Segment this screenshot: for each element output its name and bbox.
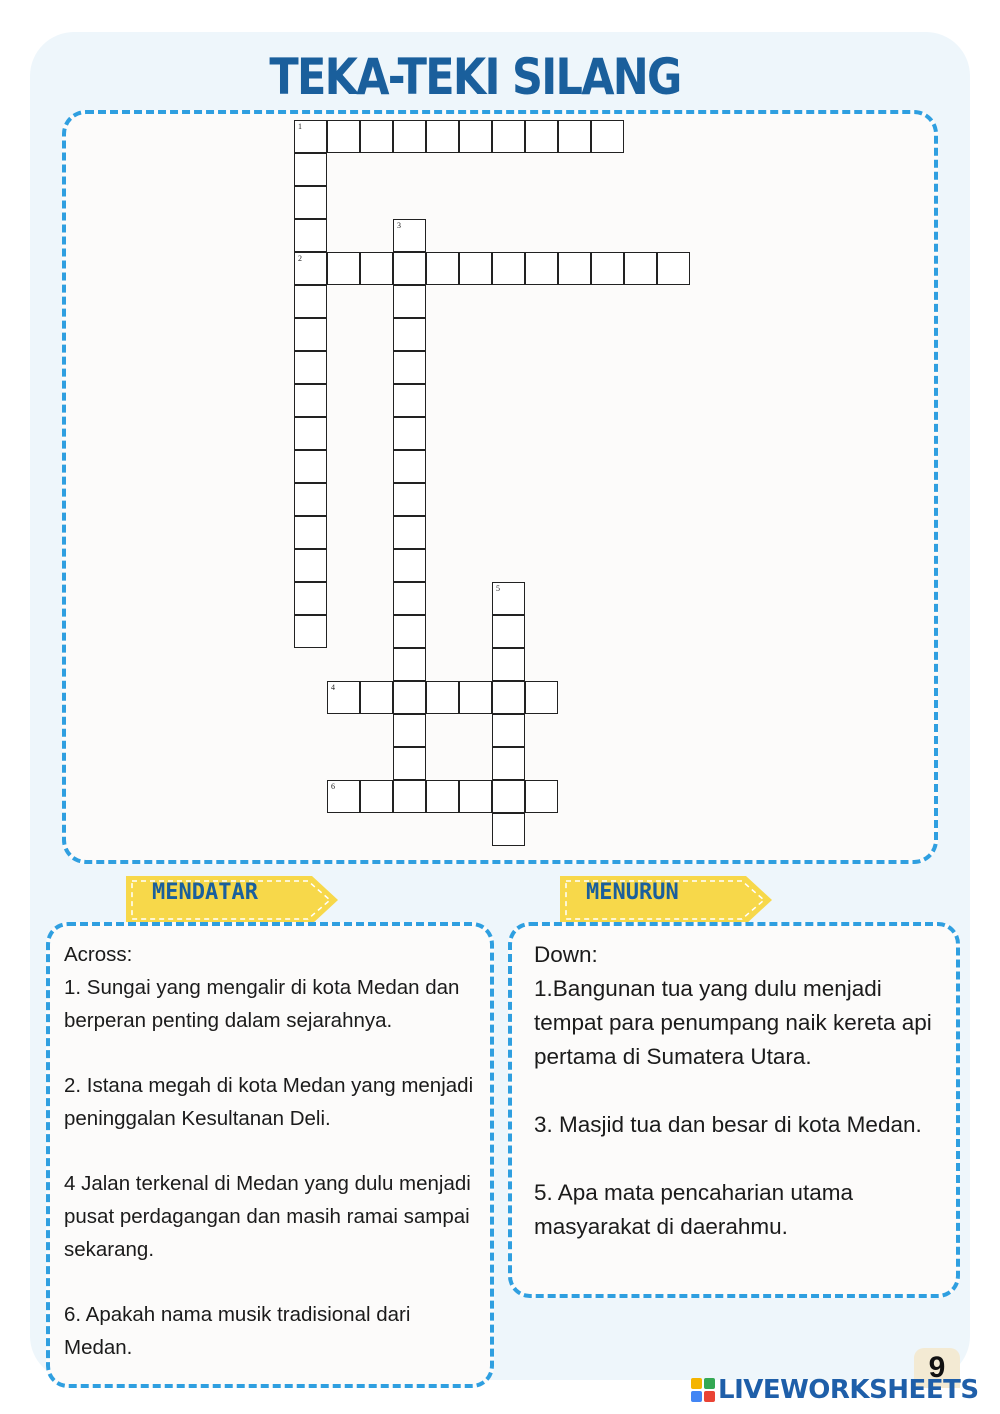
crossword-cell[interactable] xyxy=(393,417,426,450)
crossword-cell[interactable] xyxy=(393,351,426,384)
crossword-cell[interactable] xyxy=(294,384,327,417)
down-clue-1: 1.Bangunan tua yang dulu menjadi tempat para penumpang naik kereta api pertama di Sumatera Utara. xyxy=(534,976,932,1069)
across-clue-2: 2. Istana megah di kota Medan yang menjadi peninggalan Kesultanan Deli. xyxy=(64,1074,474,1130)
crossword-cell[interactable] xyxy=(393,450,426,483)
crossword-cell[interactable] xyxy=(459,252,492,285)
crossword-cell[interactable] xyxy=(327,120,360,153)
across-section-label: MENDATAR xyxy=(152,880,258,905)
crossword-cell[interactable] xyxy=(360,120,393,153)
crossword-cell[interactable] xyxy=(393,648,426,681)
crossword-cell[interactable] xyxy=(294,516,327,549)
crossword-cell[interactable] xyxy=(393,318,426,351)
crossword-cell[interactable] xyxy=(294,120,327,153)
crossword-cell[interactable] xyxy=(360,252,393,285)
crossword-cell[interactable] xyxy=(492,120,525,153)
crossword-cell[interactable] xyxy=(360,780,393,813)
crossword-grid xyxy=(66,114,934,860)
crossword-cell[interactable] xyxy=(393,120,426,153)
crossword-cell[interactable] xyxy=(294,285,327,318)
crossword-cell[interactable] xyxy=(426,780,459,813)
across-clues-box xyxy=(46,922,494,1388)
across-clue-4: 4 Jalan terkenal di Medan yang dulu menjadi pusat perdagangan dan masih ramai sampai sekarang. xyxy=(64,1172,471,1261)
crossword-cell[interactable] xyxy=(393,252,426,285)
clue-number: 5 xyxy=(496,584,500,593)
across-clue-1: 1. Sungai yang mengalir di kota Medan dan berperan penting dalam sejarahnya. xyxy=(64,976,460,1032)
crossword-cell[interactable] xyxy=(393,384,426,417)
crossword-cell[interactable] xyxy=(393,516,426,549)
crossword-cell[interactable] xyxy=(294,450,327,483)
crossword-cell[interactable] xyxy=(525,681,558,714)
down-clues-box xyxy=(508,922,960,1298)
crossword-cell[interactable] xyxy=(591,252,624,285)
menurun-ribbon xyxy=(556,872,772,928)
crossword-cell[interactable] xyxy=(294,351,327,384)
crossword-cell[interactable] xyxy=(393,219,426,252)
crossword-cell[interactable] xyxy=(393,615,426,648)
crossword-cell[interactable] xyxy=(492,747,525,780)
crossword-cell[interactable] xyxy=(492,714,525,747)
across-heading: Across: xyxy=(64,943,133,966)
crossword-cell[interactable] xyxy=(525,780,558,813)
down-clue-3: 3. Masjid tua dan besar di kota Medan. xyxy=(534,1112,922,1137)
crossword-cell[interactable] xyxy=(459,780,492,813)
crossword-cell[interactable] xyxy=(393,549,426,582)
crossword-cell[interactable] xyxy=(525,252,558,285)
crossword-cell[interactable] xyxy=(657,252,690,285)
clue-number: 6 xyxy=(331,782,335,791)
clue-number: 1 xyxy=(298,122,302,131)
crossword-cell[interactable] xyxy=(393,780,426,813)
clue-number: 4 xyxy=(331,683,335,692)
crossword-cell[interactable] xyxy=(294,153,327,186)
crossword-cell[interactable] xyxy=(294,252,327,285)
crossword-cell[interactable] xyxy=(525,120,558,153)
crossword-cell[interactable] xyxy=(426,120,459,153)
crossword-cell[interactable] xyxy=(393,747,426,780)
crossword-cell[interactable] xyxy=(393,681,426,714)
brand-logo xyxy=(690,1372,979,1408)
crossword-cell[interactable] xyxy=(492,648,525,681)
crossword-cell[interactable] xyxy=(393,483,426,516)
crossword-cell[interactable] xyxy=(393,582,426,615)
crossword-cell[interactable] xyxy=(294,615,327,648)
brand-name: LIVEWORKSHEETS xyxy=(718,1375,979,1405)
crossword-cell[interactable] xyxy=(294,186,327,219)
crossword-cell[interactable] xyxy=(459,120,492,153)
liveworksheets-logo-icon xyxy=(690,1377,716,1403)
crossword-cell[interactable] xyxy=(492,681,525,714)
crossword-cell[interactable] xyxy=(294,549,327,582)
crossword-cell[interactable] xyxy=(591,120,624,153)
crossword-cell[interactable] xyxy=(294,219,327,252)
across-clue-6: 6. Apakah nama musik tradisional dari Medan. xyxy=(64,1303,411,1359)
crossword-cell[interactable] xyxy=(327,780,360,813)
crossword-cell[interactable] xyxy=(492,780,525,813)
crossword-cell[interactable] xyxy=(360,681,393,714)
crossword-cell[interactable] xyxy=(393,714,426,747)
clue-number: 3 xyxy=(397,221,401,230)
crossword-cell[interactable] xyxy=(393,285,426,318)
page-number: 9 xyxy=(914,1348,960,1388)
crossword-cell[interactable] xyxy=(492,582,525,615)
crossword-cell[interactable] xyxy=(294,417,327,450)
crossword-cell[interactable] xyxy=(327,681,360,714)
crossword-cell[interactable] xyxy=(327,252,360,285)
crossword-cell[interactable] xyxy=(558,120,591,153)
crossword-cell[interactable] xyxy=(558,252,591,285)
crossword-cell[interactable] xyxy=(294,483,327,516)
crossword-cell[interactable] xyxy=(492,615,525,648)
down-section-label: MENURUN xyxy=(586,880,679,905)
page-title: TEKA-TEKI SILANG xyxy=(269,48,681,106)
crossword-cell[interactable] xyxy=(624,252,657,285)
down-clue-5: 5. Apa mata pencaharian utama masyarakat di daerahmu. xyxy=(534,1180,853,1239)
crossword-cell[interactable] xyxy=(426,681,459,714)
clue-number: 2 xyxy=(298,254,302,263)
mendatar-ribbon xyxy=(122,872,338,928)
crossword-cell[interactable] xyxy=(492,252,525,285)
crossword-cell[interactable] xyxy=(459,681,492,714)
crossword-cell[interactable] xyxy=(492,813,525,846)
crossword-cell[interactable] xyxy=(294,318,327,351)
crossword-panel xyxy=(62,110,938,864)
crossword-cell[interactable] xyxy=(294,582,327,615)
crossword-cell[interactable] xyxy=(426,252,459,285)
down-heading: Down: xyxy=(534,942,598,967)
